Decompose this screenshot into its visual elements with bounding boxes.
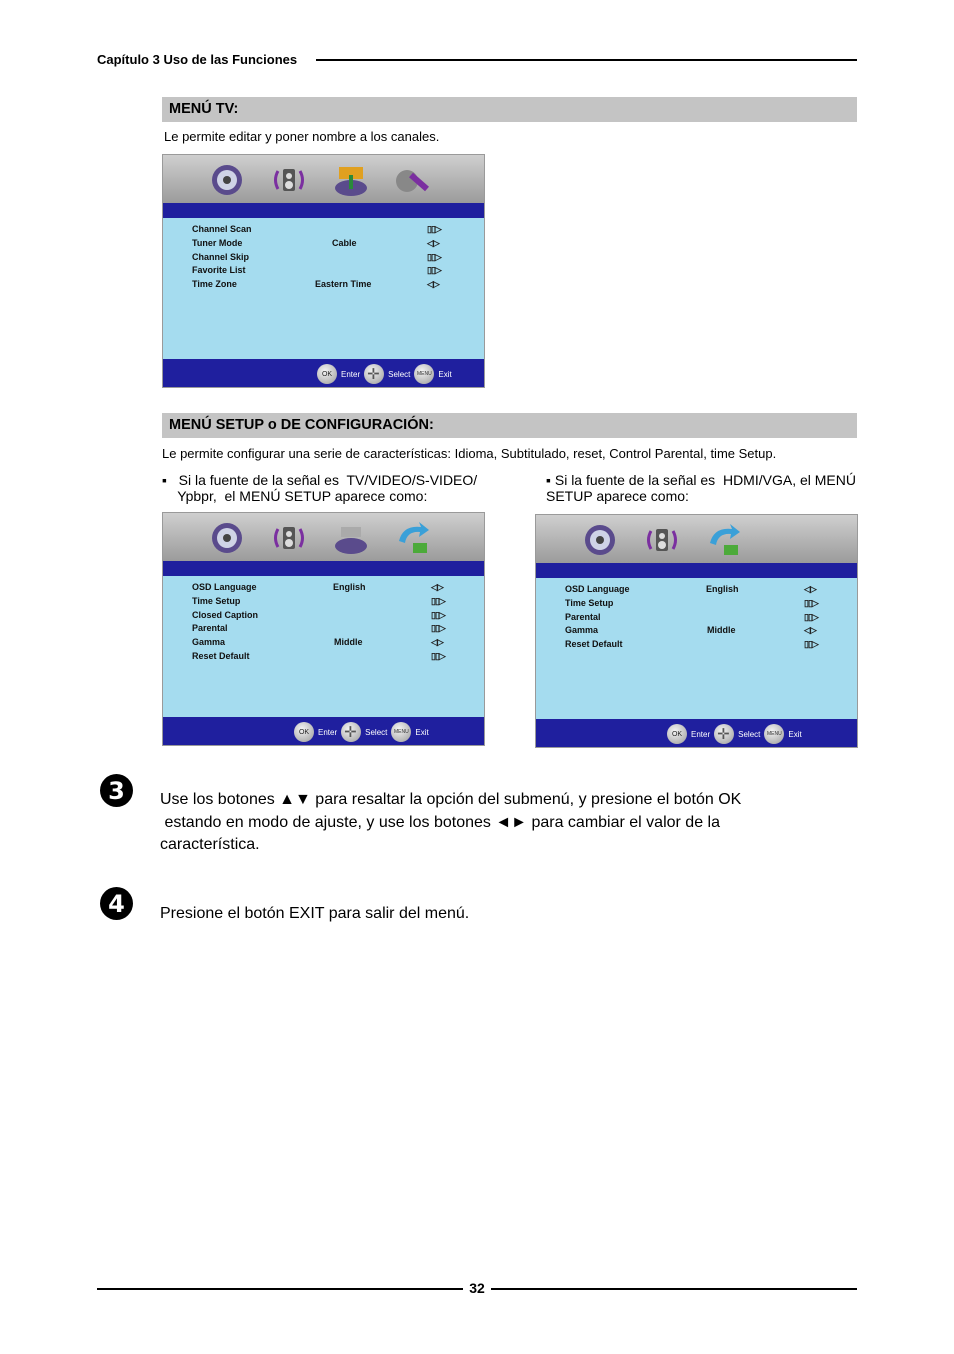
menu-row[interactable] bbox=[192, 651, 444, 665]
tv-antenna-icon bbox=[331, 161, 371, 199]
adjust-arrow-icon: ◁▷ bbox=[431, 637, 443, 648]
menu-icons bbox=[580, 521, 744, 559]
menu-controls bbox=[317, 364, 452, 384]
picture-disc-icon bbox=[207, 519, 247, 557]
menu-button-icon: MENU bbox=[391, 722, 411, 742]
row-label: Gamma bbox=[192, 637, 226, 648]
setup-menu-section-title: MENÚ SETUP o DE CONFIGURACIÓN: bbox=[162, 413, 857, 438]
tv-antenna-icon bbox=[331, 519, 371, 557]
tv-menu-screenshot bbox=[162, 154, 485, 388]
adjust-arrow-icon: ◁▷ bbox=[804, 584, 816, 594]
sound-speaker-icon bbox=[642, 521, 682, 559]
menu-row[interactable] bbox=[565, 598, 817, 612]
setup-menu-screenshot-hdmi bbox=[535, 514, 858, 748]
row-label: OSD Language bbox=[565, 584, 630, 594]
menu-icons bbox=[207, 161, 433, 199]
tv-menu-description: Le permite editar y poner nombre a los canales. bbox=[164, 129, 440, 144]
exit-label: Exit bbox=[438, 369, 452, 379]
submenu-arrow-icon: ▯▯▷ bbox=[804, 597, 818, 608]
sound-speaker-icon bbox=[269, 519, 309, 557]
row-value: Middle bbox=[334, 637, 363, 648]
adjust-arrow-icon: ◁▷ bbox=[804, 625, 816, 636]
step-3-text: Use los botones ▲▼ para resaltar la opción del submenú, y presione el botón OK estando en modo de ajuste, y use los botones ◄► para cambiar el valor de la característica. bbox=[160, 791, 742, 853]
tv-menu-rows bbox=[192, 224, 444, 293]
page-number: 32 bbox=[469, 1280, 485, 1296]
select-label: Select bbox=[365, 727, 388, 737]
menu-row[interactable] bbox=[565, 625, 817, 639]
menu-icons bbox=[207, 519, 433, 557]
exit-label: Exit bbox=[415, 727, 429, 737]
row-label: Channel Skip bbox=[192, 251, 250, 262]
select-label: Select bbox=[738, 729, 761, 739]
ok-button-icon: OK bbox=[317, 364, 337, 384]
dpad-icon bbox=[364, 364, 384, 384]
row-label: Reset Default bbox=[565, 639, 623, 650]
row-label: OSD Language bbox=[192, 582, 257, 592]
sound-speaker-icon bbox=[269, 161, 309, 199]
menu-row[interactable] bbox=[192, 610, 444, 624]
adjust-arrow-icon: ◁▷ bbox=[431, 582, 443, 592]
row-label: Time Setup bbox=[565, 597, 614, 608]
menu-row[interactable] bbox=[565, 639, 817, 653]
footer-rule-right bbox=[491, 1288, 857, 1290]
ok-button-icon: OK bbox=[294, 722, 314, 742]
submenu-arrow-icon: ▯▯▷ bbox=[804, 639, 818, 650]
menu-row[interactable] bbox=[192, 252, 444, 266]
enter-label: Enter bbox=[691, 729, 711, 739]
setup-menu-description: Le permite configurar una serie de características: Idioma, Subtitulado, reset, Control Parental, time Setup. bbox=[162, 446, 777, 461]
enter-label: Enter bbox=[341, 369, 361, 379]
bullet-hdmi-vga-source: ▪ Si la fuente de la señal es HDMI/VGA, el MENÚ SETUP aparece como: bbox=[546, 472, 856, 504]
submenu-arrow-icon: ▯▯▷ bbox=[431, 595, 445, 606]
chapter-header: Capítulo 3 Uso de las Funciones bbox=[97, 52, 298, 67]
menu-row[interactable] bbox=[192, 582, 444, 596]
row-label: Closed Caption bbox=[192, 609, 259, 620]
row-value: Eastern Time bbox=[315, 279, 372, 290]
select-label: Select bbox=[388, 369, 411, 379]
menu-row[interactable] bbox=[192, 623, 444, 637]
row-value: Cable bbox=[332, 237, 357, 248]
step-3-number: 3 bbox=[100, 774, 133, 807]
menu-controls bbox=[294, 722, 429, 742]
submenu-arrow-icon: ▯▯▷ bbox=[431, 623, 445, 634]
enter-label: Enter bbox=[318, 727, 338, 737]
row-value: English bbox=[706, 584, 739, 594]
submenu-arrow-icon: ▯▯▷ bbox=[427, 224, 441, 234]
ok-button-icon: OK bbox=[667, 724, 687, 744]
adjust-arrow-icon: ◁▷ bbox=[427, 237, 439, 248]
menu-title-bar bbox=[163, 561, 484, 576]
row-label: Time Zone bbox=[192, 279, 237, 290]
menu-title-bar bbox=[163, 203, 484, 218]
menu-row[interactable] bbox=[192, 279, 444, 293]
menu-row[interactable] bbox=[192, 265, 444, 279]
submenu-arrow-icon: ▯▯▷ bbox=[427, 265, 441, 276]
menu-row[interactable] bbox=[565, 612, 817, 626]
row-value: Middle bbox=[707, 625, 736, 636]
row-label: Gamma bbox=[565, 625, 599, 636]
picture-disc-icon bbox=[580, 521, 620, 559]
tv-menu-section-title: MENÚ TV: bbox=[162, 97, 857, 122]
setup-arrows-icon bbox=[393, 519, 433, 557]
menu-controls bbox=[667, 724, 802, 744]
menu-button-icon: MENU bbox=[414, 364, 434, 384]
step-4-text: Presione el botón EXIT para salir del menú. bbox=[160, 905, 470, 922]
submenu-arrow-icon: ▯▯▷ bbox=[431, 609, 445, 620]
menu-row[interactable] bbox=[192, 238, 444, 252]
submenu-arrow-icon: ▯▯▷ bbox=[431, 650, 445, 661]
menu-row[interactable] bbox=[192, 637, 444, 651]
row-label: Favorite List bbox=[192, 265, 246, 276]
footer-rule-left bbox=[97, 1288, 463, 1290]
menu-button-icon: MENU bbox=[764, 724, 784, 744]
setup-tools-icon bbox=[393, 161, 433, 199]
row-label: Time Setup bbox=[192, 595, 241, 606]
submenu-arrow-icon: ▯▯▷ bbox=[427, 251, 441, 262]
row-value: English bbox=[333, 582, 366, 592]
adjust-arrow-icon: ◁▷ bbox=[427, 279, 439, 290]
exit-label: Exit bbox=[788, 729, 802, 739]
picture-disc-icon bbox=[207, 161, 247, 199]
submenu-arrow-icon: ▯▯▷ bbox=[804, 611, 818, 622]
bullet-tv-video-source: ▪ Si la fuente de la señal es TV/VIDEO/S-VIDEO/ Ypbpr, el MENÚ SETUP aparece como: bbox=[162, 472, 478, 504]
setup-menu-screenshot-tv bbox=[162, 512, 485, 746]
dpad-icon bbox=[714, 724, 734, 744]
menu-row[interactable] bbox=[192, 596, 444, 610]
row-label: Channel Scan bbox=[192, 224, 252, 234]
setup-arrows-icon bbox=[704, 521, 744, 559]
dpad-icon bbox=[341, 722, 361, 742]
menu-row[interactable] bbox=[192, 224, 444, 238]
step-4-number: 4 bbox=[100, 887, 133, 920]
row-label: Parental bbox=[192, 623, 228, 634]
row-label: Tuner Mode bbox=[192, 237, 243, 248]
menu-row[interactable] bbox=[565, 584, 817, 598]
row-label: Reset Default bbox=[192, 650, 250, 661]
menu-title-bar bbox=[536, 563, 857, 578]
setup-menu-rows bbox=[192, 582, 444, 665]
row-label: Parental bbox=[565, 611, 601, 622]
setup-menu-rows bbox=[565, 584, 817, 653]
header-rule bbox=[316, 59, 857, 61]
